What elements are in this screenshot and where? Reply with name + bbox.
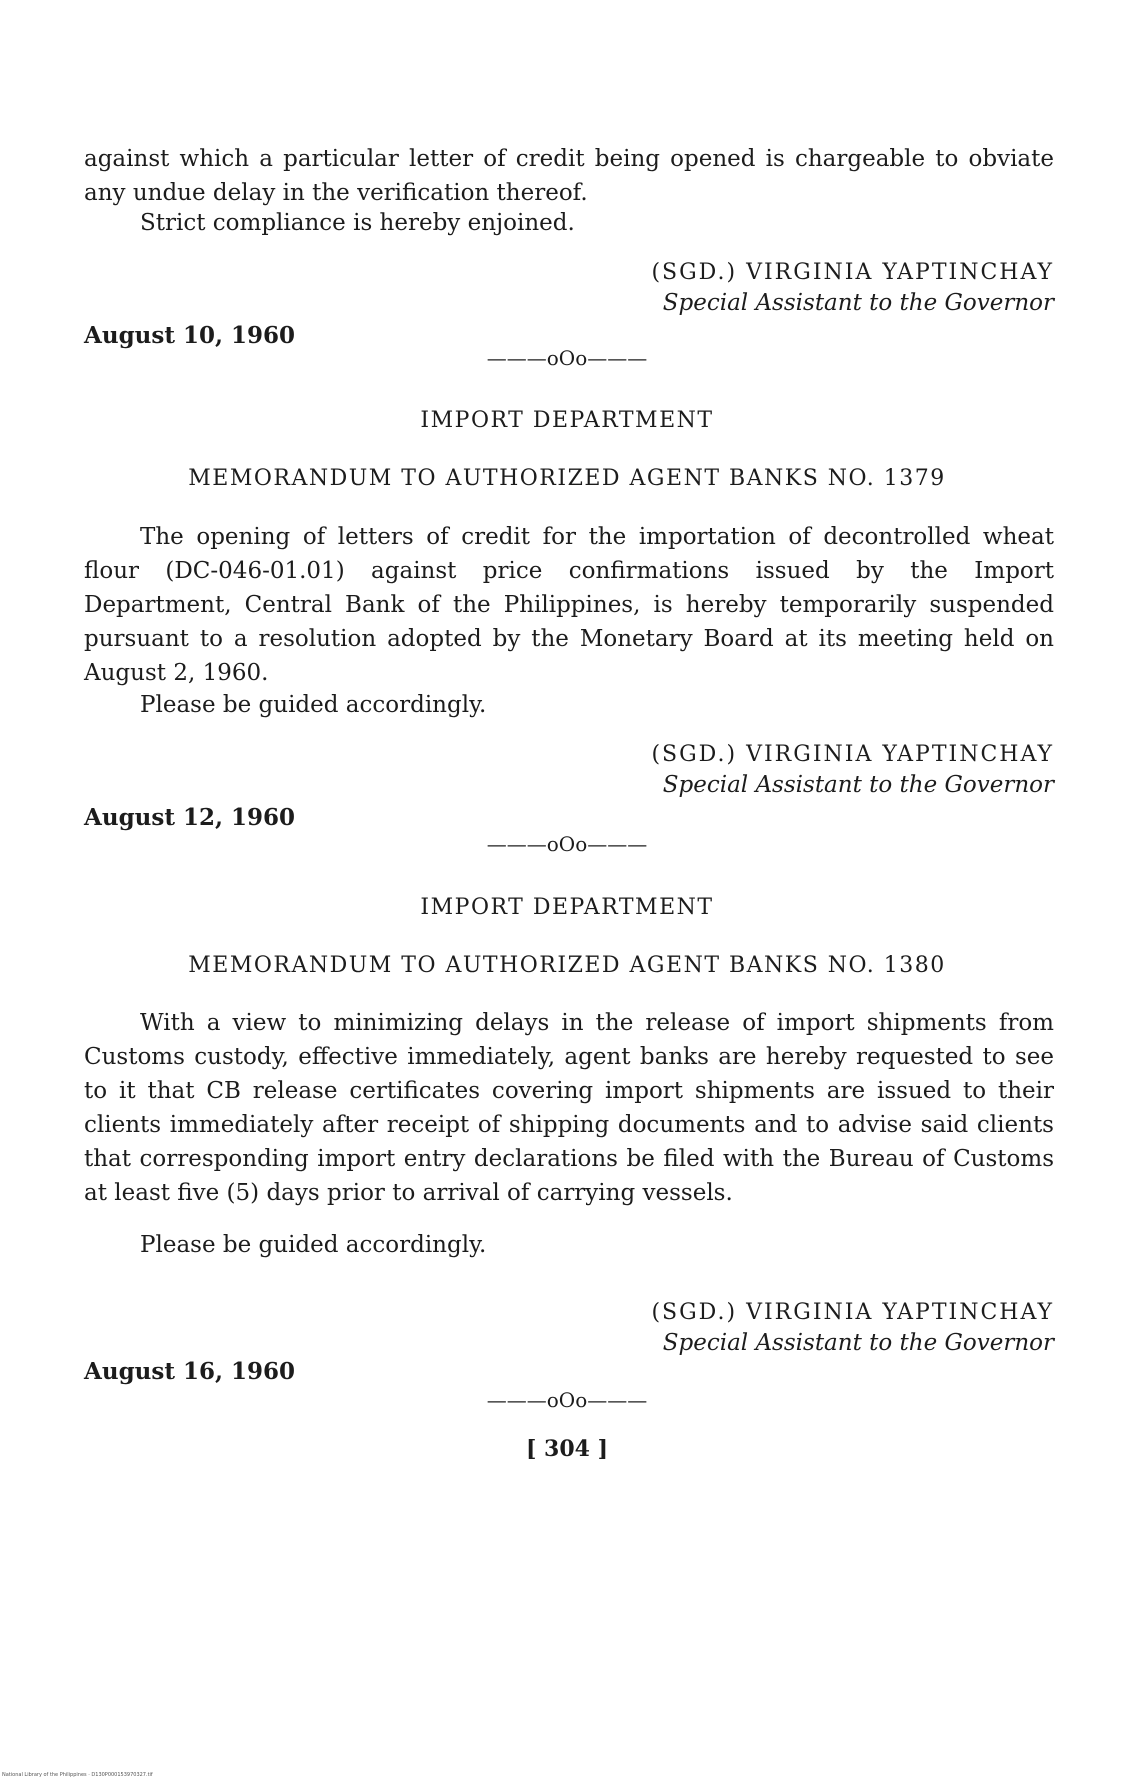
memo-date: August 16, 1960: [84, 1358, 295, 1385]
memo-date: August 12, 1960: [84, 804, 295, 831]
archive-footer-note: National Library of the Philippines · D130P000153970327.tif: [2, 1772, 153, 1778]
memo-title: MEMORANDUM TO AUTHORIZED AGENT BANKS NO. 1379: [188, 466, 946, 491]
signature-name: (SGD.) VIRGINIA YAPTINCHAY: [651, 742, 1054, 767]
section-separator: ———oOo———: [486, 832, 648, 856]
memo-body: The opening of letters of credit for the importation of decontrolled wheat flour (DC-046-01.01) against price confirmations issued by the Import Department, Central Bank of the Philippines, is hereby temporarily suspended pursuant to a resolution adopted by the Monetary Board at its meeting held on August 2, 1960.: [84, 524, 1054, 686]
memo-closing: Please be guided accordingly.: [140, 1232, 487, 1258]
section-separator: ———oOo———: [486, 1388, 648, 1412]
signature-title: Special Assistant to the Governor: [662, 772, 1054, 798]
signature-title: Special Assistant to the Governor: [662, 1330, 1054, 1356]
page-number: [ 304 ]: [525, 1436, 609, 1462]
department-heading: IMPORT DEPARTMENT: [420, 895, 714, 920]
section-separator: ———oOo———: [486, 346, 648, 370]
memo-title: MEMORANDUM TO AUTHORIZED AGENT BANKS NO. 1380: [188, 953, 946, 978]
memo-date: August 10, 1960: [84, 322, 295, 349]
continuation-paragraph: against which a particular letter of credit being opened is chargeable to obviate any undue delay in the verification thereof.: [84, 146, 1054, 206]
compliance-paragraph: Strict compliance is hereby enjoined.: [140, 210, 575, 236]
memo-closing: Please be guided accordingly.: [140, 692, 487, 718]
signature-name: (SGD.) VIRGINIA YAPTINCHAY: [651, 260, 1054, 285]
memo-body: With a view to minimizing delays in the release of import shipments from Customs custody, effective immediately, agent banks are hereby requested to see to it that CB release certificates covering import shipments are issued to their clients immediately after receipt of shipping documents and to advise said clients that corresponding import entry declarations be filed with the Bureau of Customs at least five (5) days prior to arrival of carrying vessels.: [84, 1010, 1054, 1206]
department-heading: IMPORT DEPARTMENT: [420, 408, 714, 433]
signature-name: (SGD.) VIRGINIA YAPTINCHAY: [651, 1300, 1054, 1325]
signature-title: Special Assistant to the Governor: [662, 290, 1054, 316]
